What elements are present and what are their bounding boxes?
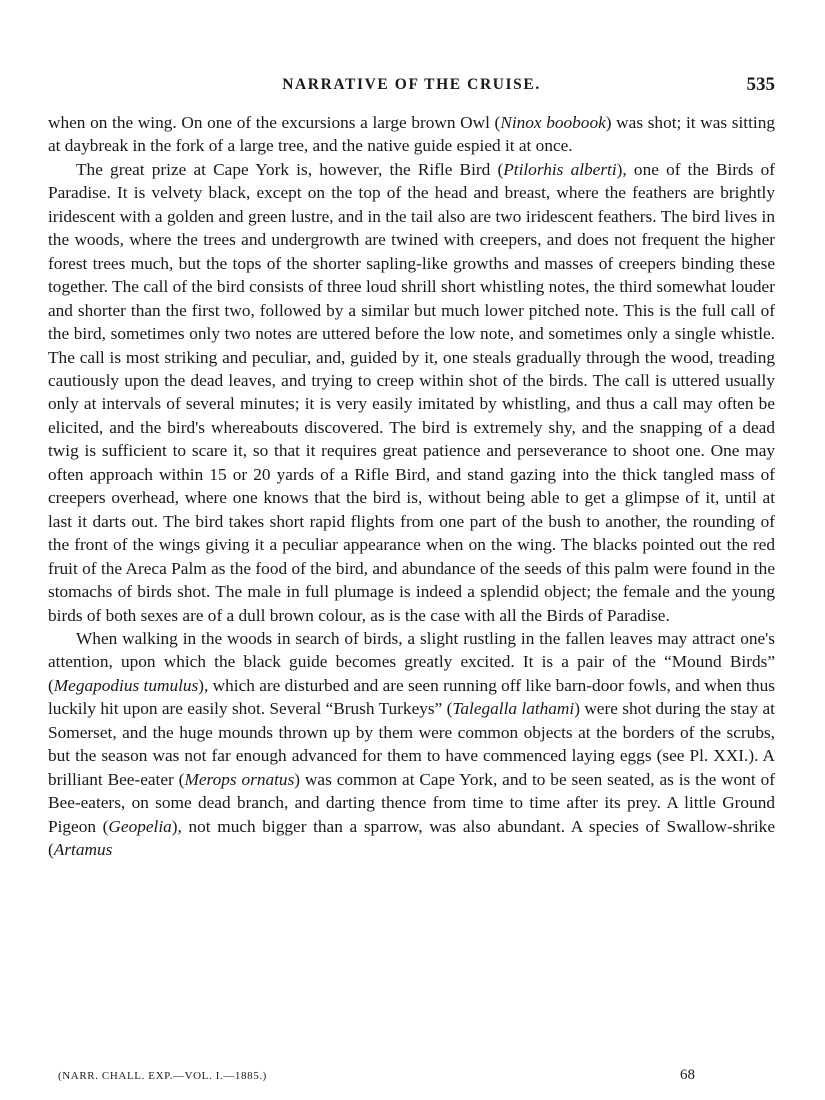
species-name: Talegalla lathami: [452, 699, 575, 719]
signature-mark: 68: [680, 1067, 695, 1083]
footer-note: (NARR. CHALL. EXP.—VOL. I.—1885.): [58, 1070, 267, 1082]
text-run: The great prize at Cape York is, however, the Rifle Bird (: [76, 159, 504, 179]
page-footer: [48, 1067, 775, 1088]
running-title: NARRATIVE OF THE CRUISE.: [282, 76, 541, 93]
species-name: Merops ornatus: [184, 769, 295, 789]
text-run: ) was common at Cape York, and to be seen seated, as is the wont of Bee-eaters, on some dead branch, and darting thence from time to time after its prey. A little Ground Pigeon (: [48, 769, 776, 836]
text-run: ), which are disturbed and are seen running off like barn-door fowls, and when thus luckily hit upon are easily shot. Several “Brush Turkeys” (: [48, 675, 775, 719]
text-run: ), not much bigger than a sparrow, was also abundant. A species of Swallow-shrike (: [48, 816, 775, 860]
species-name: Artamus: [53, 840, 113, 860]
text-run: ) were shot during the stay at Somerset, and the huge mounds thrown up by them were common objects at the borders of the scrubs, but the season was not far enough advanced for them to have commenced laying eggs (see Pl. XXI.). A brilliant Bee-eater (: [48, 699, 775, 789]
paragraph-3: [48, 627, 775, 862]
species-name: Ninox boobook: [500, 113, 606, 132]
page-number: 535: [746, 74, 775, 95]
text-run: ) was shot; it was sitting at daybreak in the fork of a large tree, and the native guide espied it at once.: [48, 113, 775, 156]
species-name: Ptilorhis alberti: [503, 159, 617, 179]
text-run: When walking in the woods in search of birds, a slight rustling in the fallen leaves may attract one's attention, upon which the black guide becomes greatly excited. It is a pair of the “Mound Birds” (: [48, 628, 775, 695]
species-name: Geopelia: [108, 816, 172, 836]
text-run: ), one of the Birds of Paradise. It is velvety black, except on the top of the head and breast, where the feathers are brightly iridescent with a golden and green lustre, and in the tail also are two iridescent feathers. The bird lives in the woods, where the trees and undergrowth are twined with creepers, and does not frequent the higher forest trees much, but the tops of the shorter sapling-like growths and masses of creepers binding these together. The call of the bird consists of three loud shrill short whistling notes, the third somewhat louder and shorter than the first two, followed by a similar but much lower pitched note. This is the full call of the bird, sometimes only two notes are uttered before the low note, and sometimes only a single whistle. The call is most striking and peculiar, and, guided by it, one steals gradually through the wood, treading cautiously upon the dead leaves, and trying to creep within shot of the birds. The call is uttered usually only at intervals of several minutes; it is very easily imitated by whistling, and thus a call may often be elicited, and the bird's whereabouts discovered. The bird is extremely shy, and the snapping of a dead twig is sufficient to scare it, so that it requires great patience and perseverance to shoot one. One may often approach within 15 or 20 yards of a Rifle Bird, and stand gazing into the thick tangled mass of creepers overhead, where one knows that the bird is, without being able to get a glimpse of it, until at last it darts out. The bird takes short rapid flights from one part of the bush to another, the rounding of the front of the wings giving it a peculiar appearance when on the wing. The blacks pointed out the red fruit of the Areca Palm as the food of the bird, and abundance of the seeds of this palm were found in the stomachs of birds shot. The male in full plumage is indeed a splendid object; the female and the young birds of both sexes are of a dull brown colour, as is the case with all the Birds of Paradise.: [48, 159, 775, 625]
species-name: Megapodius tumulus: [53, 675, 199, 695]
paragraph-1: [48, 111, 775, 158]
body-text: [48, 111, 775, 862]
paragraph-2: [48, 158, 775, 627]
text-run: when on the wing. On one of the excursions a large brown Owl (: [48, 113, 501, 132]
page-header: [48, 74, 775, 98]
